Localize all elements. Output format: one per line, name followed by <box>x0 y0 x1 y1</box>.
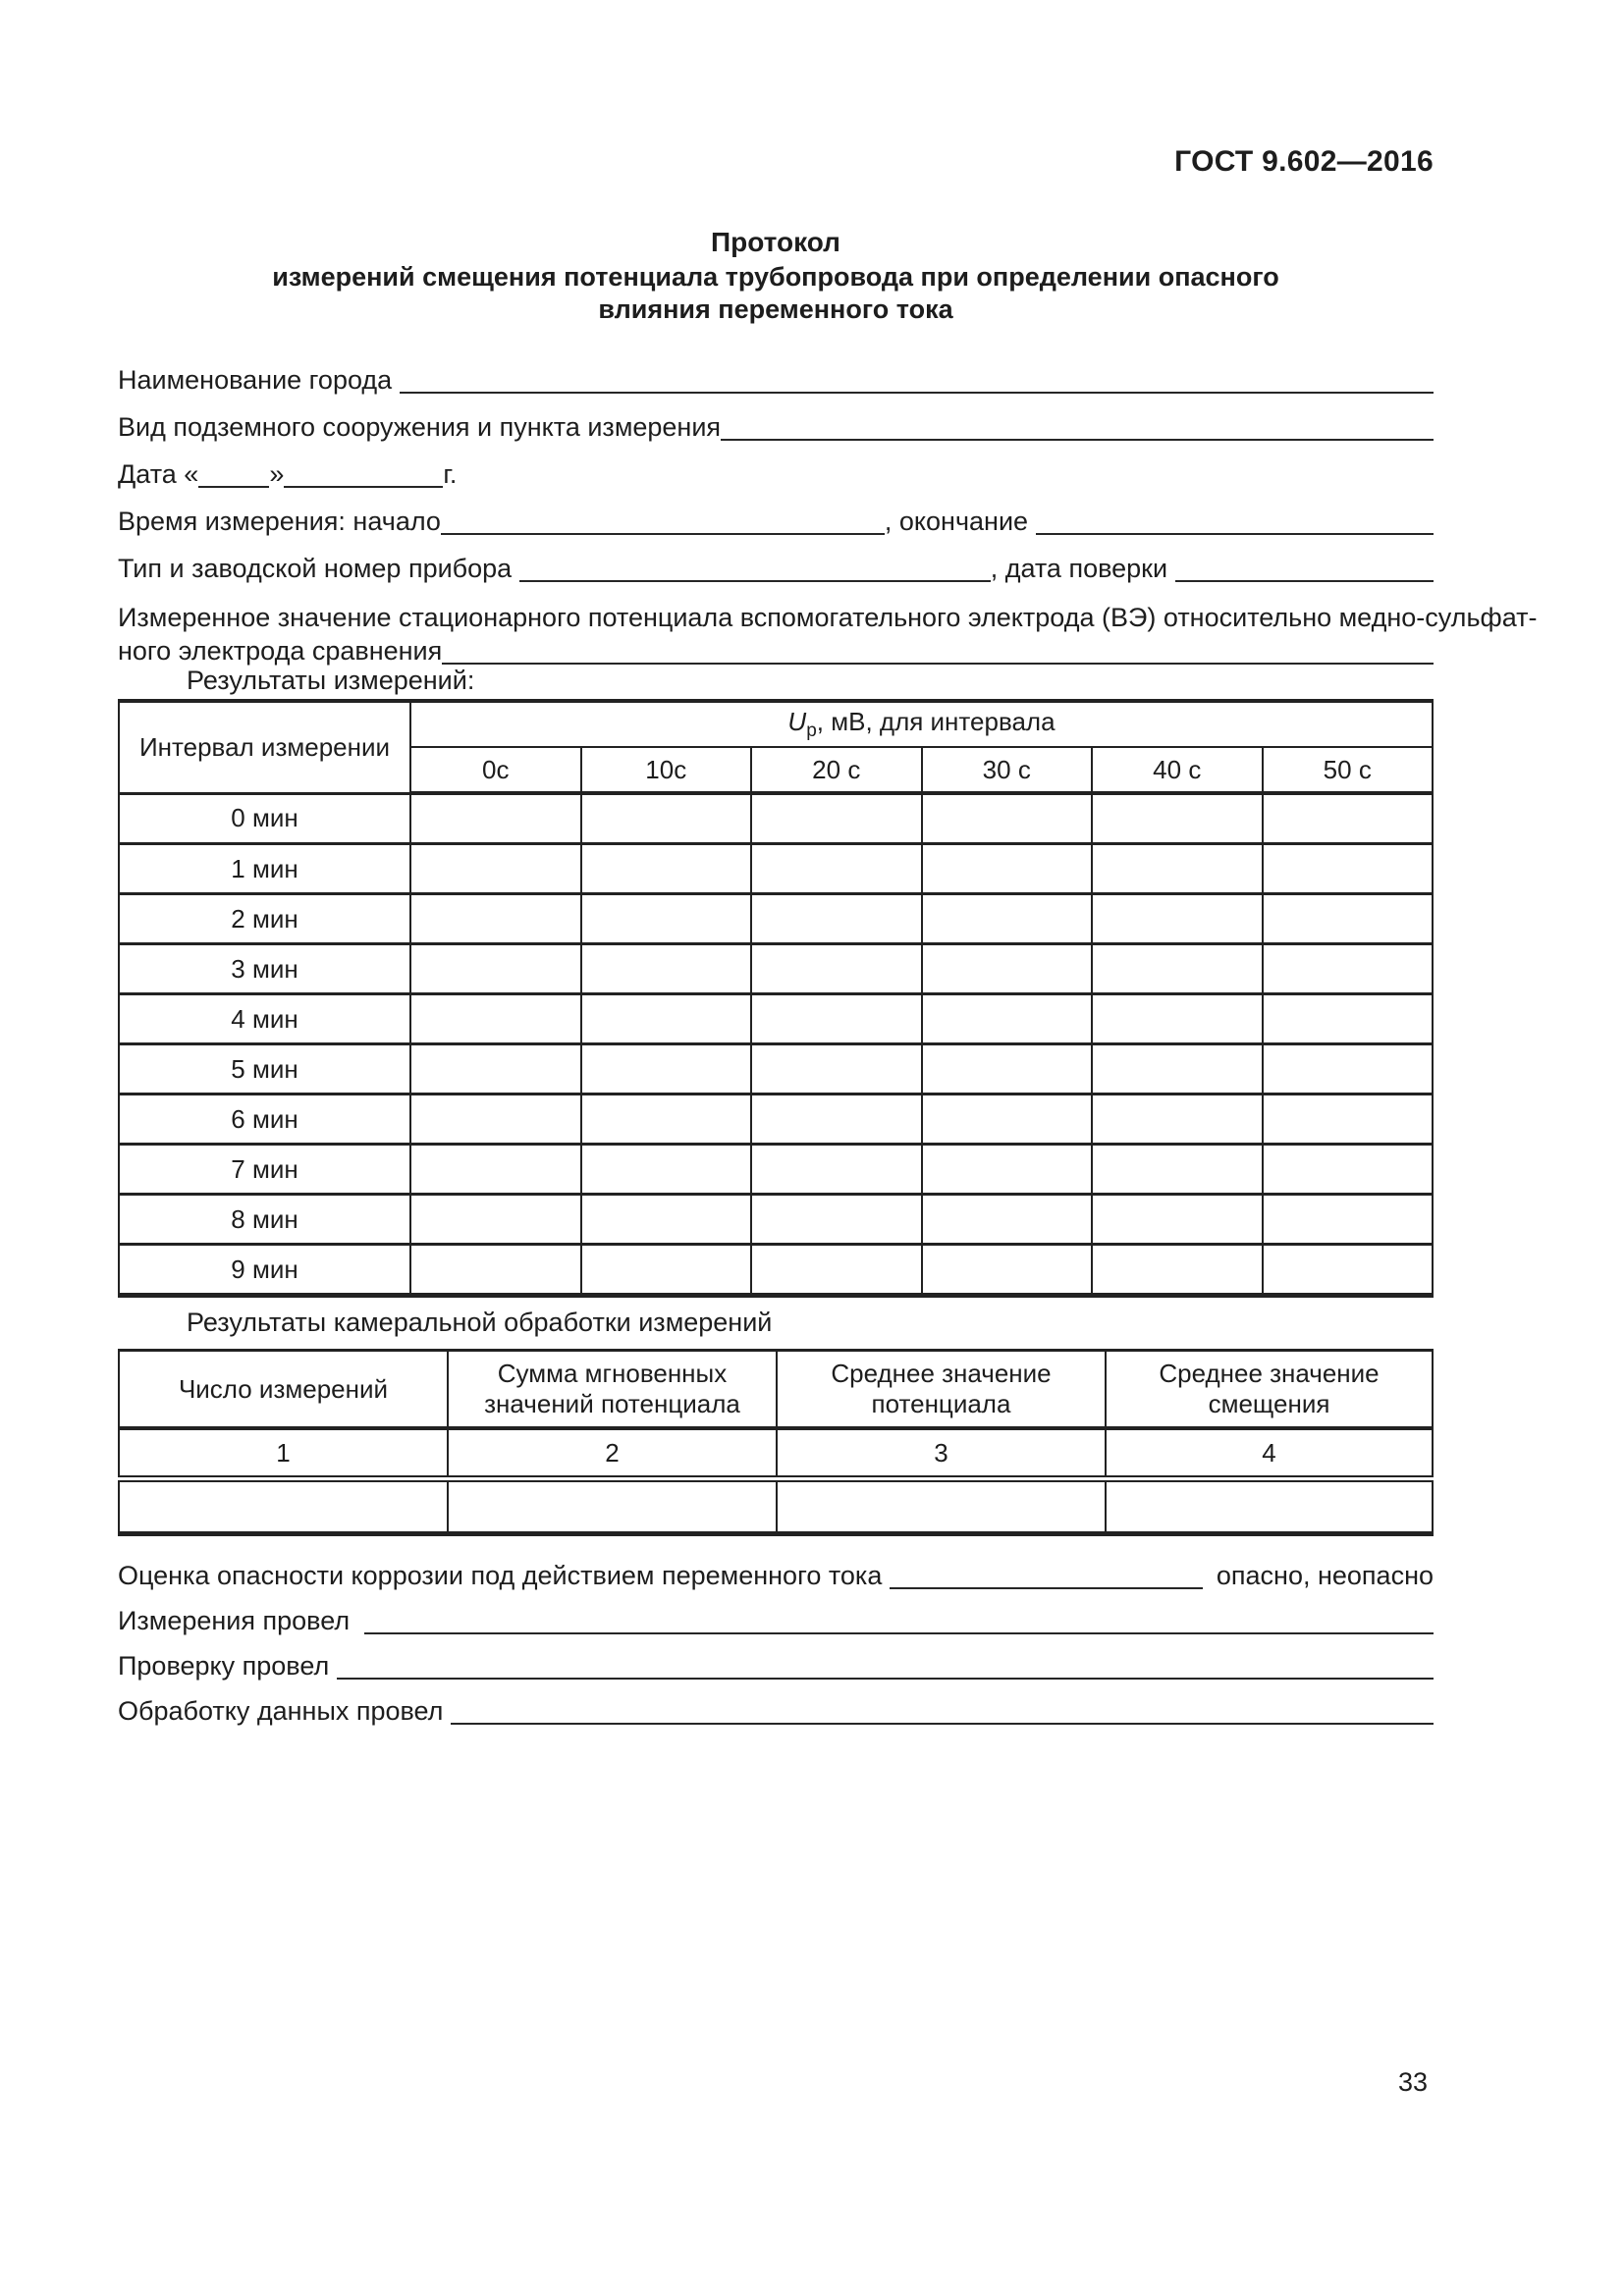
field-measured-by <box>118 1606 1434 1651</box>
field-time-label: Время измерения: начало <box>118 507 441 536</box>
field-structure <box>118 412 1434 459</box>
data-cell <box>1263 944 1434 994</box>
measured-value-underline <box>442 663 1434 665</box>
column-number: 3 <box>777 1428 1106 1479</box>
processing-results-heading: Результаты камеральной обработки измерений <box>187 1308 773 1337</box>
row-label: 4 мин <box>119 994 410 1044</box>
row-label: 6 мин <box>119 1095 410 1145</box>
row-label: 5 мин <box>119 1044 410 1095</box>
row-label: 8 мин <box>119 1195 410 1245</box>
data-cell <box>751 844 922 894</box>
measured-value-line2-row <box>118 634 1434 667</box>
field-assessment-underline <box>890 1587 1203 1589</box>
up-symbol: U <box>787 706 807 736</box>
data-cell <box>922 944 1093 994</box>
field-processed-by <box>118 1696 1434 1741</box>
data-cell <box>1092 1245 1263 1296</box>
up-header-rest: , мВ, для интервала <box>816 706 1056 736</box>
data-cell <box>1263 1044 1434 1095</box>
measured-value-paragraph <box>118 601 1538 667</box>
processing-results-table <box>118 1349 1434 1536</box>
field-structure-label: Вид подземного сооружения и пункта измерения <box>118 412 722 442</box>
data-cell <box>751 1195 922 1245</box>
up-span-header <box>410 701 1433 747</box>
empty-data-row <box>119 1479 1433 1534</box>
data-cell <box>581 1195 752 1245</box>
data-cell <box>1263 793 1434 844</box>
field-city <box>118 365 1434 412</box>
page-subtitle-line1: измерений смещения потенциала трубопровода при определении опасного <box>272 262 1279 292</box>
table-row <box>119 844 1433 894</box>
field-device-date-underline <box>1175 580 1434 582</box>
col-header-30s: 30 с <box>922 747 1093 793</box>
field-time-start-underline <box>441 533 885 535</box>
processing-header-row <box>119 1351 1433 1429</box>
column-number: 4 <box>1106 1428 1433 1479</box>
data-cell <box>581 1245 752 1296</box>
field-date-day-underline <box>198 486 269 488</box>
footer-fields <box>118 1561 1434 1741</box>
data-cell <box>1092 944 1263 994</box>
data-cell <box>922 844 1093 894</box>
data-cell <box>922 994 1093 1044</box>
header-count: Число измерений <box>119 1351 448 1429</box>
row-label: 0 мин <box>119 793 410 844</box>
field-assessment-label: Оценка опасности коррозии под действием переменного тока <box>118 1561 890 1590</box>
data-cell <box>1092 894 1263 944</box>
table-row <box>119 1095 1433 1145</box>
field-device-underline <box>519 580 991 582</box>
table-row <box>119 1195 1433 1245</box>
data-cell <box>581 944 752 994</box>
field-checked-by-label: Проверку провел <box>118 1651 337 1681</box>
data-cell <box>922 793 1093 844</box>
data-cell <box>119 1479 448 1534</box>
page-title: Протокол <box>711 227 840 257</box>
data-cell <box>581 1145 752 1195</box>
field-date <box>118 459 1434 507</box>
data-cell <box>751 1044 922 1095</box>
row-label: 9 мин <box>119 1245 410 1296</box>
data-cell <box>581 994 752 1044</box>
page-subtitle-line2: влияния переменного тока <box>598 294 953 324</box>
field-device-label: Тип и заводской номер прибора <box>118 554 519 583</box>
results-heading: Результаты измерений: <box>187 666 475 695</box>
data-cell <box>410 944 581 994</box>
form-fields <box>118 365 1434 601</box>
field-processed-by-underline <box>451 1723 1434 1725</box>
field-measured-by-label: Измерения провел <box>118 1606 365 1635</box>
title-block <box>118 224 1434 326</box>
data-cell <box>410 1195 581 1245</box>
data-cell <box>1263 1145 1434 1195</box>
data-cell <box>922 894 1093 944</box>
field-assessment <box>118 1561 1434 1606</box>
data-cell <box>410 894 581 944</box>
data-cell <box>410 994 581 1044</box>
field-device-mid: , дата поверки <box>990 554 1175 583</box>
data-cell <box>581 1095 752 1145</box>
field-time <box>118 507 1434 554</box>
field-checked-by <box>118 1651 1434 1696</box>
field-measured-by-underline <box>364 1632 1434 1634</box>
field-time-end-underline <box>1036 533 1434 535</box>
field-date-close: » <box>269 459 285 489</box>
data-cell <box>1106 1479 1433 1534</box>
data-cell <box>922 1095 1093 1145</box>
data-cell <box>581 894 752 944</box>
data-cell <box>922 1245 1093 1296</box>
data-cell <box>1092 1145 1263 1195</box>
field-date-open: Дата « <box>118 459 199 489</box>
col-header-20s: 20 с <box>751 747 922 793</box>
data-cell <box>1263 994 1434 1044</box>
table-row <box>119 994 1433 1044</box>
data-cell <box>1092 844 1263 894</box>
data-cell <box>1092 1044 1263 1095</box>
data-cell <box>922 1145 1093 1195</box>
row-label: 3 мин <box>119 944 410 994</box>
data-cell <box>410 1044 581 1095</box>
interval-column-header: Интервал измерении <box>119 701 410 793</box>
data-cell <box>410 1095 581 1145</box>
measurements-table <box>118 699 1434 1298</box>
table-row <box>119 793 1433 844</box>
col-header-50s: 50 с <box>1263 747 1434 793</box>
col-header-0s: 0с <box>410 747 581 793</box>
data-cell <box>1263 1095 1434 1145</box>
data-cell <box>581 844 752 894</box>
data-cell <box>410 1245 581 1296</box>
field-checked-by-underline <box>337 1678 1434 1680</box>
data-cell <box>1263 894 1434 944</box>
data-cell <box>1092 994 1263 1044</box>
col-header-10s: 10с <box>581 747 752 793</box>
data-cell <box>751 994 922 1044</box>
doc-code: ГОСТ 9.602—2016 <box>1174 145 1434 178</box>
field-time-mid: , окончание <box>884 507 1036 536</box>
data-cell <box>1263 844 1434 894</box>
table-row <box>119 1145 1433 1195</box>
table-row <box>119 1245 1433 1296</box>
measured-value-line1: Измеренное значение стационарного потенциала вспомогательного электрода (ВЭ) относительно медно-сульфат- <box>118 603 1538 632</box>
data-cell <box>751 1145 922 1195</box>
field-structure-underline <box>721 439 1434 441</box>
data-cell <box>751 793 922 844</box>
data-cell <box>922 1195 1093 1245</box>
data-cell <box>1092 1095 1263 1145</box>
data-cell <box>410 793 581 844</box>
data-cell <box>448 1479 777 1534</box>
data-cell <box>751 894 922 944</box>
field-date-year: г. <box>443 459 458 489</box>
field-city-underline <box>400 392 1434 394</box>
col-header-40s: 40 с <box>1092 747 1263 793</box>
column-number: 2 <box>448 1428 777 1479</box>
row-label: 1 мин <box>119 844 410 894</box>
measured-value-line2: ного электрода сравнения <box>118 636 443 666</box>
column-number-row <box>119 1428 1433 1479</box>
data-cell <box>1263 1195 1434 1245</box>
row-label: 7 мин <box>119 1145 410 1195</box>
data-cell <box>1092 1195 1263 1245</box>
field-processed-by-label: Обработку данных провел <box>118 1696 451 1726</box>
field-date-month-underline <box>284 486 443 488</box>
table-row <box>119 944 1433 994</box>
header-sum: Сумма мгновенных значений потенциала <box>448 1351 777 1429</box>
field-city-label: Наименование города <box>118 365 400 395</box>
data-cell <box>751 944 922 994</box>
table-row <box>119 1044 1433 1095</box>
column-number: 1 <box>119 1428 448 1479</box>
data-cell <box>581 793 752 844</box>
data-cell <box>581 1044 752 1095</box>
field-assessment-options: опасно, неопасно <box>1216 1561 1434 1590</box>
page-number: 33 <box>1398 2067 1429 2097</box>
data-cell <box>1263 1245 1434 1296</box>
row-label: 2 мин <box>119 894 410 944</box>
data-cell <box>410 844 581 894</box>
table-row <box>119 894 1433 944</box>
header-avg-potential: Среднее значение потенциала <box>777 1351 1106 1429</box>
data-cell <box>751 1245 922 1296</box>
up-subscript: р <box>806 721 817 742</box>
field-device <box>118 554 1434 601</box>
data-cell <box>777 1479 1106 1534</box>
data-cell <box>1092 793 1263 844</box>
header-avg-shift: Среднее значение смещения <box>1106 1351 1433 1429</box>
data-cell <box>922 1044 1093 1095</box>
data-cell <box>751 1095 922 1145</box>
data-cell <box>410 1145 581 1195</box>
